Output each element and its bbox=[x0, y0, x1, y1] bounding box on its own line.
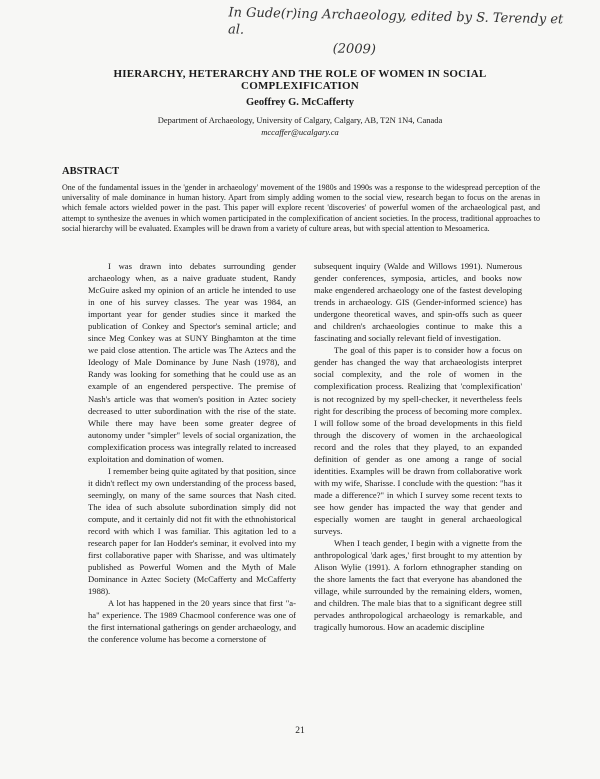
author-email: mccaffer@ucalgary.ca bbox=[261, 127, 339, 137]
page-number: 21 bbox=[295, 726, 305, 736]
annotation-line-2: (2009) bbox=[332, 41, 377, 58]
body-paragraph: I was drawn into debates surrounding gender archaeology when, as a naive graduate student, Randy McGuire asked my opinion of an article he intended to use in one of his survey classes. The year was 1984, an important year for gender studies since it marked the publication of Conkey and Spector's seminal article; and since Meg Conkey was at SUNY Binghamton at the time we paid close attention. The article was The Aztecs and the Ideology of Male Dominance by June Nash (1978), and Randy was looking for something that he could use as an example of an engendered perspective. The premise of Nash's article was that women's position in Aztec society decreased to utter subordination with the rise of the state. While there may have been some greater degree of autonomy under "simpler" levels of social organization, the complexification process was integrally related to increased exploitation and domination of women. bbox=[88, 261, 296, 464]
author-affiliation bbox=[80, 114, 520, 138]
body-paragraph: A lot has happened in the 20 years since that first "a-ha" experience. The 1989 Chacmool conference was one of the first international gatherings on gender archaeology, and the conference volume has become a cornerstone of bbox=[88, 598, 296, 645]
affiliation-text: Department of Archaeology, University of Calgary, Calgary, AB, T2N 1N4, Canada bbox=[157, 115, 443, 125]
title-line-1: HIERARCHY, HETERARCHY AND THE ROLE OF WOMEN IN SOCIAL bbox=[113, 68, 487, 80]
paper-title bbox=[80, 68, 520, 92]
title-line-2: COMPLEXIFICATION bbox=[241, 80, 359, 92]
annotation-line-1: In Gude(r)ing Archaeology, edited by S. Terendy et al. bbox=[227, 5, 564, 38]
body-paragraph: I remember being quite agitated by that position, since it didn't reflect my own understanding of the process based, seemingly, on many of the same sources that Nash cited. The idea of such absolute subordination simply did not compute, and it certainly did not fit with the ethnohistorical record with which I was familiar. This agitation led to a research paper for Ian Hodder's seminar, it evolved into my first collaborative paper with Sharisse, and was ultimately published as Powerful Women and the Myth of Male Dominance in Aztec Society (McCafferty and McCafferty 1988). bbox=[88, 465, 296, 597]
abstract-heading: ABSTRACT bbox=[62, 166, 120, 177]
body-paragraph: The goal of this paper is to consider how a focus on gender has changed the way that archaeologists interpret social complexity, and the role of women in the complexification process. Realizing that 'complexification' is not recognized by my spell-checker, it nevertheless feels right for describing the process of becoming more complex. I will follow some of the broad developments in this field through the discovery of women in the archaeological record and the roles that they played, to an expanded definition of gender as one among a range of social identities. Examples will be drawn from collaborative work with my wife, Sharisse. I conclude with the question: "has it made a difference?" in which I survey some recent texts to see how gender has impacted the way that gender and especially women are taught in general archaeological surveys. bbox=[314, 345, 522, 537]
abstract-text: One of the fundamental issues in the 'gender in archaeology' movement of the 1980s and 1990s was a response to the widespread perception of the universality of male dominance in human history. Apart from simply adding women to the social view, research began to focus on the arenas in which female actors wielded power in the past. This paper will explore recent 'discoveries' of powerful women of the archaeological past, and attempt to synthesize the avenues in which women participated in the complexification of ancient societies. In the process, traditional approaches to social hierarchy will be evaluated. Examples will be drawn from a variety of culture areas, but with special attention to Mesoamerica. bbox=[62, 183, 540, 233]
handwritten-annotation bbox=[228, 4, 579, 62]
body-column-right bbox=[314, 260, 522, 633]
body-paragraph: When I teach gender, I begin with a vignette from the anthropological 'dark ages,' first brought to my attention by Alison Wylie (1991). A forlorn ethnographer standing on the shore laments the fact that everyone has abandoned the village, while surrounded by the remaining elders, women, and children. The male bias that to a significant degree still pervades anthropological archaeology is remarkable, and tragically humorous. How an academic discipline bbox=[314, 538, 522, 633]
author-name: Geoffrey G. McCafferty bbox=[246, 97, 354, 108]
body-column-left bbox=[88, 260, 296, 646]
body-paragraph: subsequent inquiry (Walde and Willows 1991). Numerous gender conferences, symposia, articles, and books now make engendered archaeology one of the fastest developing trends in archaeology. GIS (Gender-informed science) has undergone theoretical waves, and spin-offs such as queer and children's archaeologies continue to make this a fascinating and socially relevant field of investigation. bbox=[314, 261, 522, 344]
